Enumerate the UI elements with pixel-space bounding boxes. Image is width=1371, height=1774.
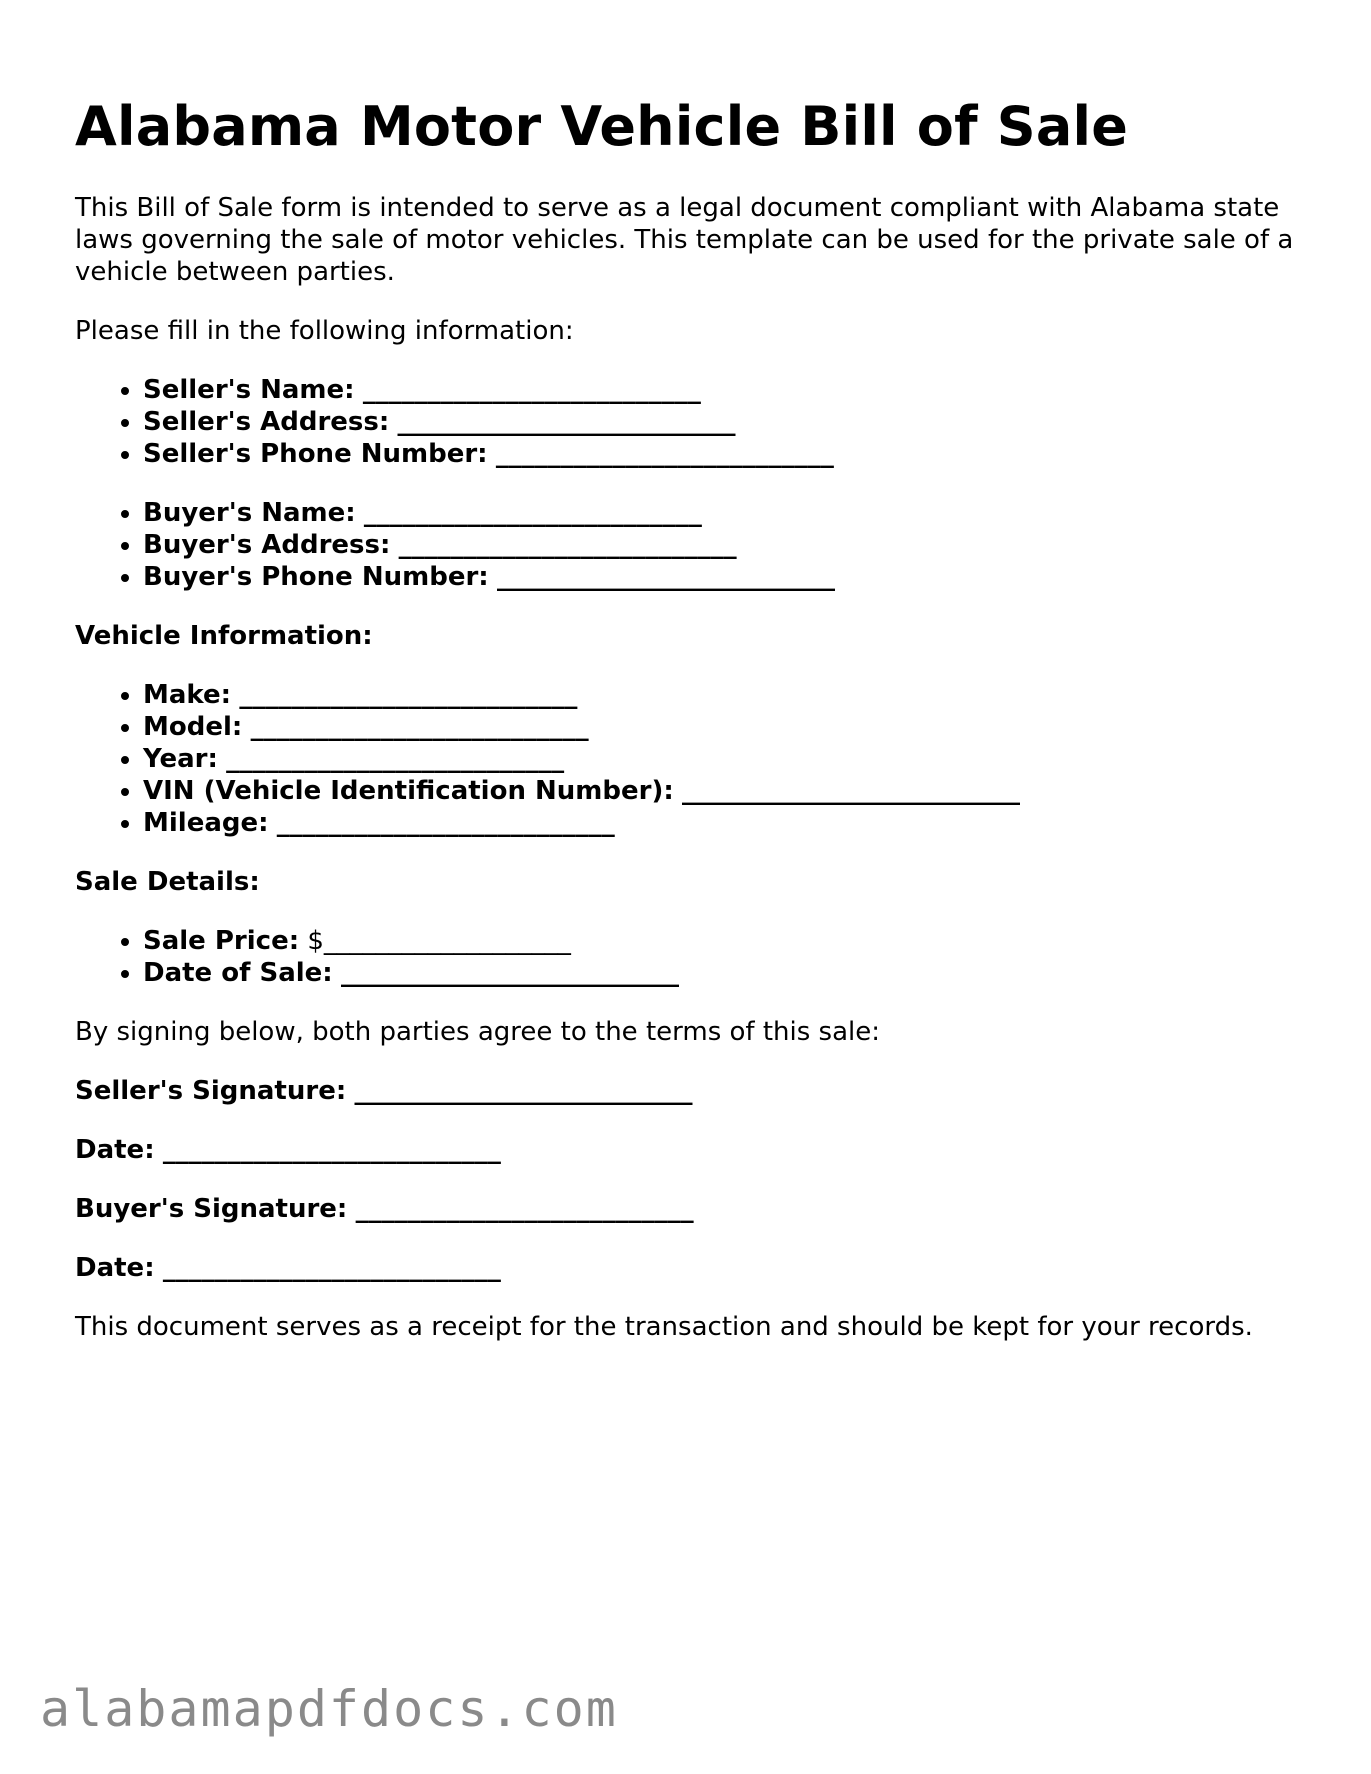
seller-phone-label: Seller's Phone Number:	[143, 439, 488, 469]
footer-note: This document serves as a receipt for the transaction and should be kept for your records.	[75, 1312, 1253, 1342]
seller-name-blank[interactable]: __________________________	[362, 375, 701, 405]
vehicle-fields-list	[75, 679, 1325, 839]
vehicle-vin-field	[143, 775, 1325, 807]
buyer-phone-blank[interactable]: __________________________	[496, 562, 835, 592]
seller-phone-field	[143, 438, 1325, 470]
buyer-phone-field	[143, 561, 1325, 593]
intro-paragraph: This Bill of Sale form is intended to serve as a legal document compliant with Alabama state laws governing the sale of motor vehicles. This template can be used for the private sale of a vehicle between parties.	[75, 193, 1294, 287]
seller-name-label: Seller's Name:	[143, 375, 355, 405]
seller-name-field	[143, 374, 1325, 406]
vehicle-make-field	[143, 679, 1325, 711]
vehicle-model-label: Model:	[143, 712, 243, 742]
vehicle-mileage-label: Mileage:	[143, 808, 269, 838]
buyer-signature-line	[75, 1193, 1325, 1225]
vehicle-information-heading: Vehicle Information:	[75, 621, 373, 651]
vehicle-mileage-blank[interactable]: __________________________	[276, 808, 615, 838]
seller-signature-blank[interactable]: __________________________	[354, 1076, 693, 1106]
sale-price-field	[143, 925, 1325, 957]
buyer-name-label: Buyer's Name:	[143, 498, 356, 528]
vehicle-vin-label: VIN (Vehicle Identification Number):	[143, 776, 674, 806]
buyer-address-label: Buyer's Address:	[143, 530, 391, 560]
sale-fields-list	[75, 925, 1325, 989]
buyer-date-line	[75, 1252, 1325, 1284]
buyer-signature-label: Buyer's Signature:	[75, 1194, 348, 1224]
agreement-text: By signing below, both parties agree to the terms of this sale:	[75, 1017, 880, 1047]
sale-date-blank[interactable]: __________________________	[340, 958, 679, 988]
vehicle-mileage-field	[143, 807, 1325, 839]
instructions-text: Please fill in the following information:	[75, 316, 574, 346]
sale-details-heading: Sale Details:	[75, 867, 260, 897]
vehicle-vin-blank[interactable]: __________________________	[682, 776, 1020, 806]
seller-signature-label: Seller's Signature:	[75, 1076, 347, 1106]
seller-phone-blank[interactable]: __________________________	[495, 439, 834, 469]
seller-address-blank[interactable]: __________________________	[397, 407, 736, 437]
seller-date-line	[75, 1134, 1325, 1166]
vehicle-make-label: Make:	[143, 680, 232, 710]
buyer-name-field	[143, 497, 1325, 529]
buyer-address-blank[interactable]: __________________________	[398, 530, 737, 560]
sale-date-label: Date of Sale:	[143, 958, 333, 988]
seller-address-field	[143, 406, 1325, 438]
seller-address-label: Seller's Address:	[143, 407, 390, 437]
seller-date-blank[interactable]: __________________________	[162, 1135, 501, 1165]
buyer-name-blank[interactable]: __________________________	[363, 498, 702, 528]
buyer-address-field	[143, 529, 1325, 561]
buyer-signature-blank[interactable]: __________________________	[355, 1194, 694, 1224]
vehicle-year-field	[143, 743, 1325, 775]
vehicle-year-blank[interactable]: __________________________	[226, 744, 565, 774]
vehicle-make-blank[interactable]: __________________________	[239, 680, 578, 710]
seller-date-label: Date:	[75, 1135, 155, 1165]
vehicle-year-label: Year:	[143, 744, 218, 774]
buyer-phone-label: Buyer's Phone Number:	[143, 562, 489, 592]
sale-price-label: Sale Price:	[143, 926, 300, 956]
seller-signature-line	[75, 1075, 1325, 1107]
document-page	[75, 92, 1325, 1343]
buyer-date-label: Date:	[75, 1253, 155, 1283]
buyer-date-blank[interactable]: __________________________	[162, 1253, 501, 1283]
sale-price-blank[interactable]: $___________________	[307, 926, 571, 956]
vehicle-model-blank[interactable]: __________________________	[250, 712, 589, 742]
vehicle-model-field	[143, 711, 1325, 743]
watermark: alabamapdfdocs.com	[40, 1680, 618, 1738]
sale-date-field	[143, 957, 1325, 989]
seller-fields-list	[75, 374, 1325, 470]
buyer-fields-list	[75, 497, 1325, 593]
document-title: Alabama Motor Vehicle Bill of Sale	[75, 95, 1129, 158]
